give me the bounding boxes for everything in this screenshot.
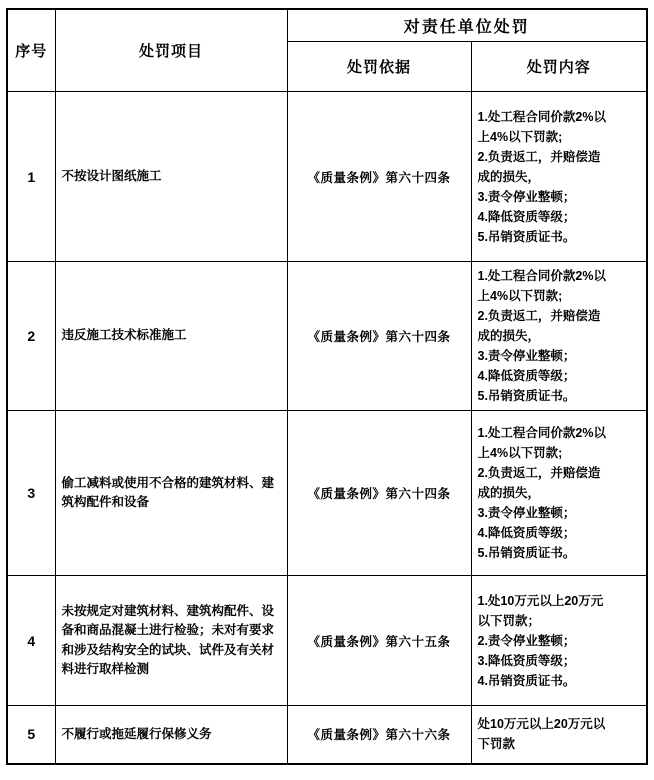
table-row xyxy=(7,706,647,764)
content-line: 处10万元以上20万元以 xyxy=(477,717,606,732)
row-basis: 《质量条例》第六十五条 xyxy=(287,576,471,706)
content-line: 3.降低资质等级； xyxy=(477,653,576,668)
header-row-top xyxy=(7,9,647,42)
row-number: 2 xyxy=(7,262,55,411)
content-line: 下罚款 xyxy=(477,737,516,752)
row-content xyxy=(471,262,647,411)
row-basis: 《质量条例》第六十六条 xyxy=(287,706,471,764)
content-line: 5.吊销资质证书。 xyxy=(477,546,576,560)
content-line: 5.吊销资质证书。 xyxy=(477,229,576,244)
content-line: 5.吊销资质证书。 xyxy=(477,389,576,403)
row-item: 偷工减料或使用不合格的建筑材料、建筑构配件和设备 xyxy=(55,411,287,576)
row-item: 违反施工技术标准施工 xyxy=(55,262,287,411)
row-number: 3 xyxy=(7,411,55,576)
table-row xyxy=(7,92,647,262)
row-number: 5 xyxy=(7,706,55,764)
table-header xyxy=(7,9,647,92)
content-line: 1.处工程合同价款2%以 xyxy=(477,269,606,283)
row-content xyxy=(471,706,647,764)
content-line: 2.责令停业整顿； xyxy=(477,633,576,648)
content-line: 3.责令停业整顿； xyxy=(477,506,576,520)
content-line: 4.降低资质等级； xyxy=(477,369,576,383)
content-line: 2.负责返工，并赔偿造 xyxy=(477,309,601,323)
content-line: 上4%以下罚款; xyxy=(477,446,563,460)
table-row xyxy=(7,262,647,411)
content-line: 3.责令停业整顿； xyxy=(477,349,576,363)
row-number: 4 xyxy=(7,576,55,706)
content-line: 成的损失， xyxy=(477,169,541,184)
row-item: 不履行或拖延履行保修义务 xyxy=(55,706,287,764)
content-line: 成的损失， xyxy=(477,486,541,500)
row-basis: 《质量条例》第六十四条 xyxy=(287,411,471,576)
content-line: 1.处工程合同价款2%以 xyxy=(477,426,606,440)
row-content xyxy=(471,411,647,576)
content-line: 4.吊销资质证书。 xyxy=(477,673,576,688)
content-line: 4.降低资质等级； xyxy=(477,526,576,540)
row-item: 不按设计图纸施工 xyxy=(55,92,287,262)
header-cell-item: 处罚项目 xyxy=(55,9,287,92)
row-basis: 《质量条例》第六十四条 xyxy=(287,92,471,262)
row-content xyxy=(471,576,647,706)
content-line: 1.处10万元以上20万元 xyxy=(477,593,604,608)
penalty-table xyxy=(6,8,648,765)
header-cell-no: 序号 xyxy=(7,9,55,92)
row-content xyxy=(471,92,647,262)
content-line: 成的损失， xyxy=(477,329,541,343)
content-line: 上4%以下罚款; xyxy=(477,129,563,144)
content-line: 1.处工程合同价款2%以 xyxy=(477,109,606,124)
content-line: 2.负责返工，并赔偿造 xyxy=(477,149,601,164)
content-line: 4.降低资质等级； xyxy=(477,209,576,224)
row-item: 未按规定对建筑材料、建筑构配件、设备和商品混凝土进行检验；未对有要求和涉及结构安全的试块、试件及有关材料进行取样检测 xyxy=(55,576,287,706)
table-body xyxy=(7,92,647,764)
header-cell-basis: 处罚依据 xyxy=(287,42,471,92)
content-line: 以下罚款； xyxy=(477,613,541,628)
content-line: 上4%以下罚款; xyxy=(477,289,563,303)
row-number: 1 xyxy=(7,92,55,262)
content-line: 3.责令停业整顿； xyxy=(477,189,576,204)
header-cell-content: 处罚内容 xyxy=(471,42,647,92)
table-row xyxy=(7,576,647,706)
row-basis: 《质量条例》第六十四条 xyxy=(287,262,471,411)
table-row xyxy=(7,411,647,576)
header-cell-group: 对责任单位处罚 xyxy=(287,9,647,42)
content-line: 2.负责返工，并赔偿造 xyxy=(477,466,601,480)
